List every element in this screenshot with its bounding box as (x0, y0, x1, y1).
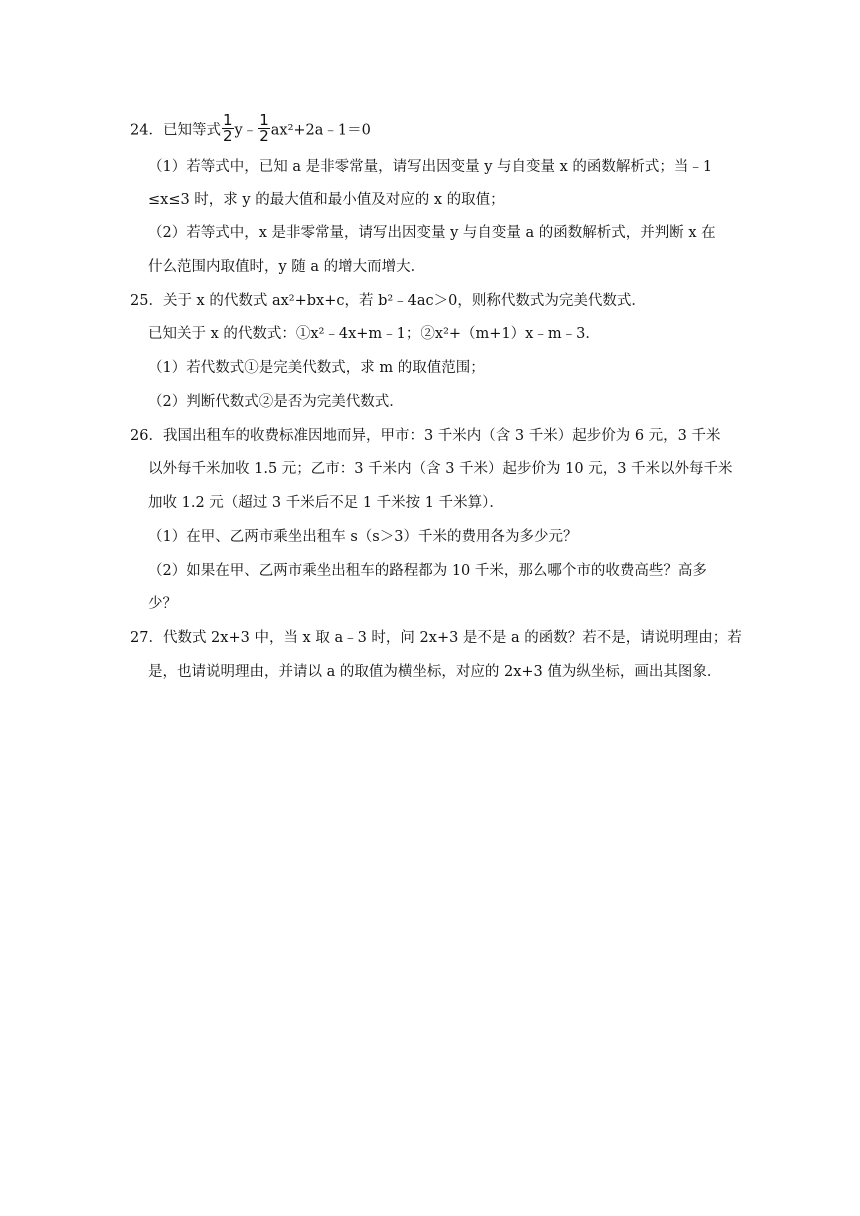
question-26-line3: 加收 1.2 元（超过 3 千米后不足 1 千米按 1 千米算）． (148, 495, 504, 511)
question-26-part2-line2: 少？ (148, 596, 177, 612)
question-27-line1: 27．代数式 2x+3 中，当 x 取 a﹣3 时，问 2x+3 是不是 a 的函数？若不是，请说明理由；若 (130, 630, 742, 646)
question-24-part1-line1: （1）若等式中，已知 a 是非零常量，请写出因变量 y 与自变量 x 的函数解析式；当﹣1 (148, 159, 713, 175)
question-24-part2-line1: （2）若等式中，x 是非零常量，请写出因变量 y 与自变量 a 的函数解析式，并判断 x 在 (148, 225, 716, 241)
question-25-part2: （2）判断代数式②是否为完美代数式． (148, 394, 404, 410)
stem-text: 已知等式 (162, 122, 221, 139)
question-24-part2-line2: 什么范围内取值时，y 随 a 的增大而增大． (148, 259, 426, 275)
question-24-part1-line2: ≤x≤3 时，求 y 的最大值和最小值及对应的 x 的取值； (148, 192, 505, 208)
question-25-part1: （1）若代数式①是完美代数式，求 m 的取值范围； (148, 360, 485, 376)
question-24-stem (130, 111, 371, 146)
question-25-stem: 25．关于 x 的代数式 ax²+bx+c，若 b²﹣4ac＞0，则称代数式为完美代数式． (130, 293, 646, 309)
question-27-line2: 是，也请说明理由，并请以 a 的取值为横坐标，对应的 2x+3 值为纵坐标，画出其图象． (148, 664, 722, 680)
question-26-part2-line1: （2）如果在甲、乙两市乘坐出租车的路程都为 10 千米，那么哪个市的收费高些？高多 (148, 563, 707, 579)
stem-text: y﹣ (234, 122, 258, 139)
stem-text: ax²+2a﹣1＝0 (270, 122, 371, 139)
question-26-part1: （1）在甲、乙两市乘坐出租车 s（s＞3）千米的费用各为多少元？ (148, 529, 578, 545)
question-25-given: 已知关于 x 的代数式：①x²﹣4x+m﹣1；②x²+（m+1）x﹣m﹣3． (148, 326, 600, 342)
fraction-half: $\frac{1}{2}$ (259, 111, 269, 145)
question-26-line1: 26．我国出租车的收费标准因地而异，甲市：3 千米内（含 3 千米）起步价为 6 元，3 千米 (130, 428, 721, 444)
fraction-half: $\frac{1}{2}$ (222, 111, 233, 145)
question-number: 24． (130, 122, 163, 139)
question-26-line2: 以外每千米加收 1.5 元；乙市：3 千米内（含 3 千米）起步价为 10 元，3 千米以外每千米 (148, 461, 733, 477)
